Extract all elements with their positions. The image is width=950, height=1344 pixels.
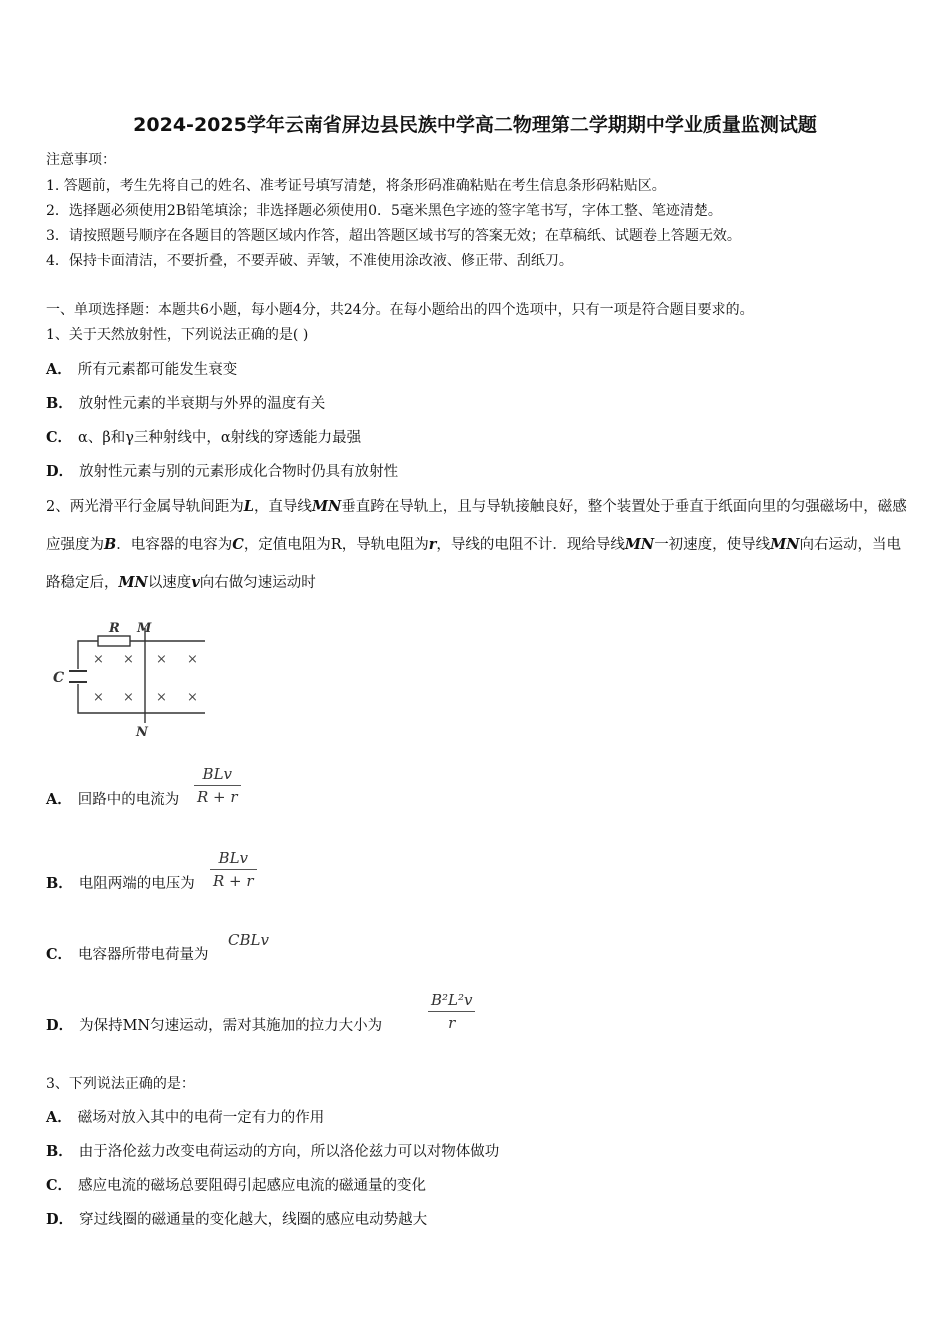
option-c: C． 感应电流的磁场总要阻碍引起感应电流的磁通量的变化	[46, 1177, 427, 1194]
notice-item: 4．保持卡面清洁，不要折叠，不要弄破、弄皱，不准使用涂改液、修正带、刮纸刀。	[46, 253, 573, 269]
section-heading: 一、单项选择题：本题共6小题，每小题4分，共24分。在每小题给出的四个选项中，只有一项是符合题目要求的。	[46, 302, 754, 318]
fraction	[210, 849, 257, 890]
expression: CBLv	[228, 931, 269, 949]
denominator: R + r	[213, 872, 254, 890]
label-c: C	[53, 670, 65, 686]
notice-item: 2．选择题必须使用2B铅笔填涂；非选择题必须使用0．5毫米黑色字迹的签字笔书写，字体工整、笔迹清楚。	[46, 203, 722, 219]
option-d: D． 穿过线圈的磁通量的变化越大，线圈的感应电动势越大	[46, 1211, 428, 1228]
option-a: A． 所有元素都可能发生衰变	[46, 361, 238, 378]
option-b: B． 由于洛伦兹力改变电荷运动的方向，所以洛伦兹力可以对物体做功	[46, 1143, 500, 1160]
option-c: C． 电容器所带电荷量为	[46, 946, 209, 963]
option-c: C． α、β和γ三种射线中，α射线的穿透能力最强	[46, 429, 362, 446]
field-cross: ×	[156, 690, 167, 705]
option-d: D． 为保持MN匀速运动，需对其施加的拉力大小为	[46, 1017, 383, 1034]
field-cross: ×	[123, 690, 134, 705]
fraction	[194, 765, 241, 806]
label-r: R	[109, 621, 120, 636]
question-stem: 3、下列说法正确的是：	[46, 1076, 195, 1092]
denominator: R + r	[197, 788, 238, 806]
question-stem: 1、关于天然放射性，下列说法正确的是( )	[46, 327, 309, 343]
circuit-diagram	[48, 615, 213, 740]
resistor-symbol	[98, 636, 130, 646]
label-n: N	[136, 725, 148, 740]
option-b: B． 电阻两端的电压为	[46, 875, 195, 892]
notice-item: 1. 答题前，考生先将自己的姓名、准考证号填写清楚，将条形码准确粘贴在考生信息条形码粘贴区。	[46, 178, 666, 194]
numerator: BLv	[202, 765, 233, 783]
field-cross: ×	[187, 690, 198, 705]
label-m: M	[137, 621, 152, 636]
field-cross: ×	[156, 652, 167, 667]
option-a: A． 磁场对放入其中的电荷一定有力的作用	[46, 1109, 325, 1126]
denominator: r	[448, 1014, 456, 1032]
numerator: B²L²v	[431, 991, 473, 1009]
fraction	[428, 991, 475, 1032]
numerator: BLv	[218, 849, 249, 867]
notice-heading: 注意事项：	[46, 152, 116, 168]
field-cross: ×	[93, 690, 104, 705]
page-title: 2024-2025学年云南省屏边县民族中学高二物理第二学期期中学业质量监测试题	[133, 114, 817, 136]
question-stem: 2、两光滑平行金属导轨间距为L，直导线MN垂直跨在导轨上，且与导轨接触良好，整个装置处于垂直于纸面向里的匀强磁场中，磁感应强度为B．电容器的电容为C，定值电阻为R，导轨电阻为r，导线的电阻不计．现给导线MN一初速度，使导线MN向右运动，当电路稳定后，MN以速度v向右做匀速运动时	[46, 498, 907, 591]
option-d: D． 放射性元素与别的元素形成化合物时仍具有放射性	[46, 463, 399, 480]
option-a: A． 回路中的电流为	[46, 791, 180, 808]
option-b: B． 放射性元素的半衰期与外界的温度有关	[46, 395, 326, 412]
field-cross: ×	[123, 652, 134, 667]
field-cross: ×	[93, 652, 104, 667]
field-cross: ×	[187, 652, 198, 667]
notice-item: 3．请按照题号顺序在各题目的答题区域内作答，超出答题区域书写的答案无效；在草稿纸、试题卷上答题无效。	[46, 228, 741, 244]
